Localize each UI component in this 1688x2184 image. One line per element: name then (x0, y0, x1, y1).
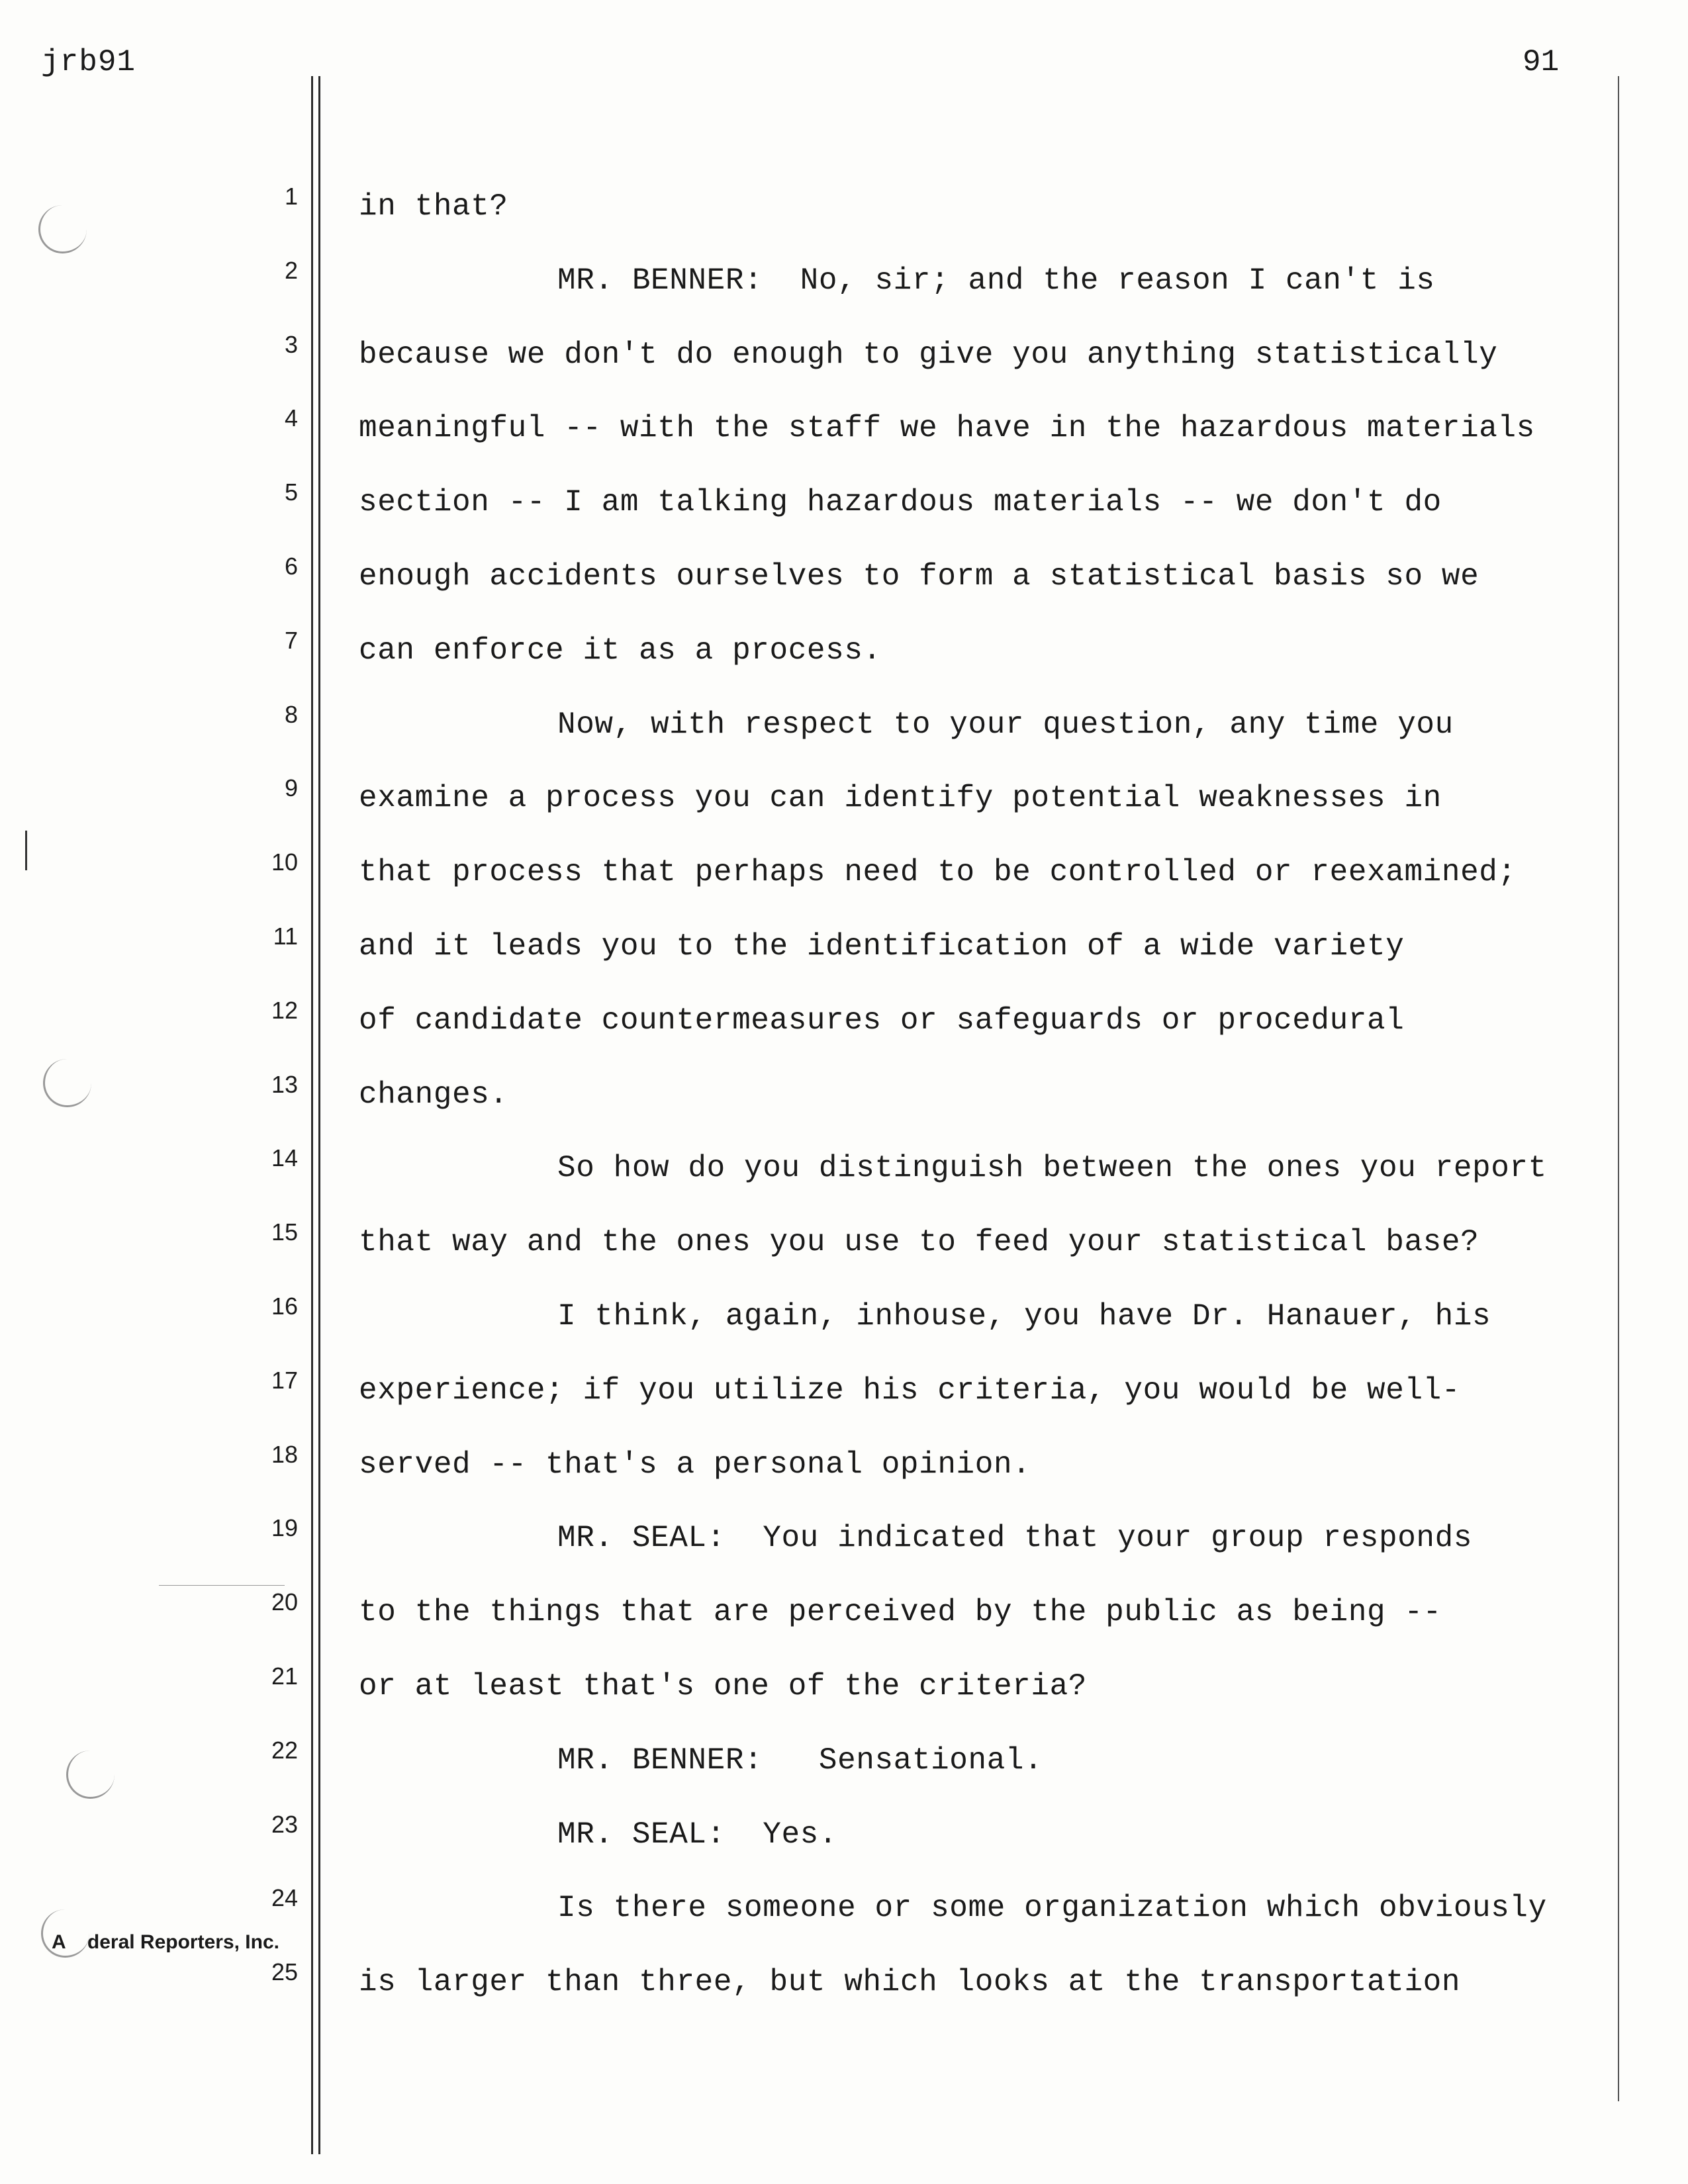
transcript-line: I think, again, inhouse, you have Dr. Hanauer, his (557, 1299, 1491, 1334)
line-number: 24 (271, 1884, 298, 1912)
line-number: 21 (271, 1662, 298, 1690)
line-number: 6 (284, 553, 298, 580)
binder-hole-mark (66, 1751, 115, 1799)
scan-rule (159, 1585, 285, 1586)
transcript-line: to the things that are perceived by the public as being -- (359, 1595, 1442, 1630)
transcript-line: So how do you distinguish between the ones you report (557, 1151, 1547, 1186)
line-number: 22 (271, 1736, 298, 1764)
transcript-line: can enforce it as a process. (359, 633, 882, 668)
transcript-line: examine a process you can identify potential weaknesses in (359, 781, 1442, 816)
transcript-line: enough accidents ourselves to form a statistical basis so we (359, 559, 1479, 594)
line-number: 12 (271, 996, 298, 1024)
line-number: 1 (284, 183, 298, 210)
margin-rule-left-outer (311, 76, 313, 2154)
transcript-line: MR. SEAL: You indicated that your group responds (557, 1521, 1473, 1556)
transcript-line: MR. BENNER: No, sir; and the reason I can't is (557, 263, 1435, 298)
line-number: 13 (271, 1070, 298, 1098)
reporter-footer: A deral Reporters, Inc. (52, 1931, 279, 1953)
binder-hole-mark (38, 205, 87, 253)
line-number: 11 (273, 923, 298, 950)
transcript-line: meaningful -- with the staff we have in the hazardous materials (359, 411, 1535, 446)
transcript-line: served -- that's a personal opinion. (359, 1447, 1031, 1482)
line-number: 17 (271, 1366, 298, 1394)
transcript-line: or at least that's one of the criteria? (359, 1669, 1087, 1704)
margin-rule-left-inner (318, 76, 320, 2154)
document-id: jrb91 (41, 45, 136, 79)
line-number: 25 (271, 1958, 298, 1986)
margin-rule-right (1618, 76, 1619, 2101)
transcript-line: in that? (359, 189, 508, 224)
transcript-line: section -- I am talking hazardous materials -- we don't do (359, 485, 1442, 520)
transcript-line: because we don't do enough to give you anything statistically (359, 337, 1498, 372)
transcript-line: changes. (359, 1077, 508, 1112)
transcript-line: that process that perhaps need to be controlled or reexamined; (359, 855, 1517, 890)
transcript-line: experience; if you utilize his criteria, you would be well- (359, 1373, 1461, 1408)
transcript-line: of candidate countermeasures or safeguards or procedural (359, 1003, 1405, 1038)
transcript-line: Now, with respect to your question, any time you (557, 707, 1454, 742)
binder-hole-mark (43, 1059, 91, 1107)
transcript-line: MR. SEAL: Yes. (557, 1817, 838, 1852)
transcript-line: Is there someone or some organization which obviously (557, 1891, 1547, 1926)
line-number: 10 (271, 848, 298, 876)
scan-mark (25, 831, 27, 870)
line-number: 15 (271, 1218, 298, 1246)
line-number: 19 (271, 1514, 298, 1542)
line-number: 20 (271, 1588, 298, 1616)
transcript-line: and it leads you to the identification of a wide variety (359, 929, 1405, 964)
line-number: 5 (284, 478, 298, 506)
transcript-line: is larger than three, but which looks at the transportation (359, 1965, 1461, 2000)
line-number: 9 (284, 774, 298, 802)
line-number: 18 (271, 1440, 298, 1468)
line-number: 14 (271, 1144, 298, 1172)
line-number: 2 (284, 256, 298, 284)
line-number: 3 (284, 330, 298, 358)
line-number: 16 (271, 1293, 298, 1320)
transcript-line: that way and the ones you use to feed your statistical base? (359, 1225, 1479, 1260)
line-number: 4 (284, 404, 298, 432)
line-number: 8 (284, 700, 298, 728)
line-number: 23 (271, 1810, 298, 1838)
line-number: 7 (284, 626, 298, 654)
page-number: 91 (1523, 45, 1560, 79)
transcript-line: MR. BENNER: Sensational. (557, 1743, 1043, 1778)
